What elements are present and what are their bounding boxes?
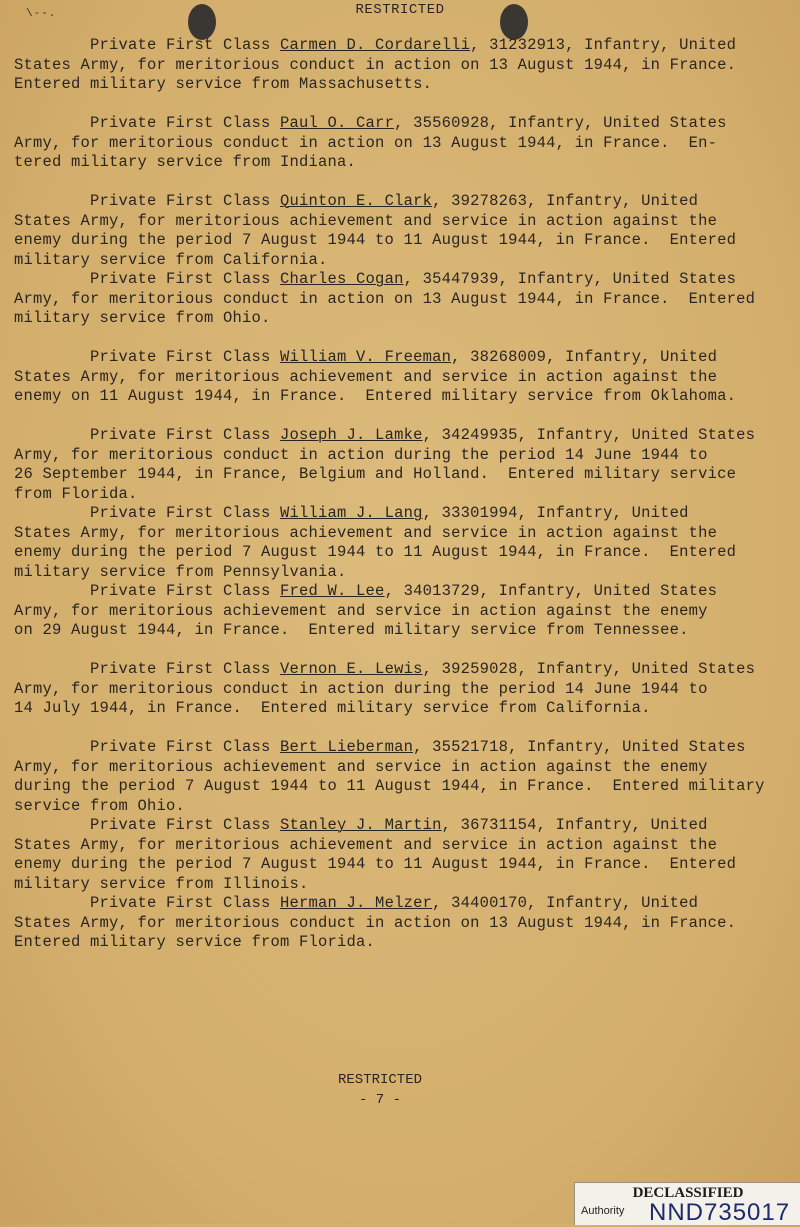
citation-entry xyxy=(14,348,786,426)
citation-line: military service from Illinois. xyxy=(14,874,309,893)
rank-prefix: Private First Class xyxy=(14,582,281,600)
citation-line: 26 September 1944, in France, Belgium and Holland. Entered military service xyxy=(14,465,737,483)
serial-and-unit: , 34249935, Infantry, United States xyxy=(422,426,756,444)
serial-and-unit: , 35447939, Infantry, United States xyxy=(403,270,737,288)
soldier-name: Charles Cogan xyxy=(280,270,404,288)
citation-entry xyxy=(14,192,786,270)
serial-and-unit: , 38268009, Infantry, United xyxy=(451,348,718,366)
serial-and-unit: , 39278263, Infantry, United xyxy=(432,192,699,210)
serial-and-unit: , 36731154, Infantry, United xyxy=(441,816,708,834)
rank-prefix: Private First Class xyxy=(14,660,281,678)
citation-line xyxy=(14,192,786,212)
serial-and-unit: , 35560928, Infantry, United States xyxy=(394,114,727,132)
declassified-stamp xyxy=(574,1182,800,1225)
citation-line: during the period 7 August 1944 to 11 August 1944, in France. Entered military xyxy=(14,777,765,795)
serial-and-unit: , 39259028, Infantry, United States xyxy=(422,660,756,678)
citation-line xyxy=(14,36,786,56)
soldier-name: Quinton E. Clark xyxy=(280,192,433,210)
citation-entry xyxy=(14,504,786,582)
citation-line: States Army, for meritorious conduct in action on 13 August 1944, in France. xyxy=(14,55,737,74)
rank-prefix: Private First Class xyxy=(14,114,281,132)
citation-line: tered military service from Indiana. xyxy=(14,153,357,171)
citation-line xyxy=(14,270,786,290)
soldier-name: Joseph J. Lamke xyxy=(280,426,423,444)
citation-line: enemy during the period 7 August 1944 to 11 August 1944, in France. Entered xyxy=(14,855,737,873)
citation-entry xyxy=(14,426,786,504)
citation-line: 14 July 1944, in France. Entered military service from California. xyxy=(14,699,651,717)
citation-line xyxy=(14,114,786,134)
citation-line: States Army, for meritorious achievement and service in action against the xyxy=(14,211,718,230)
rank-prefix: Private First Class xyxy=(14,426,281,444)
rank-prefix: Private First Class xyxy=(14,738,281,756)
serial-and-unit: , 31232913, Infantry, United xyxy=(470,36,737,54)
serial-and-unit: , 35521718, Infantry, United States xyxy=(413,738,746,756)
citation-line: Army, for meritorious conduct in action on 13 August 1944, in France. Entered xyxy=(14,289,756,308)
citation-entry xyxy=(14,660,786,738)
citation-line: military service from California. xyxy=(14,250,328,269)
rank-prefix: Private First Class xyxy=(14,270,281,288)
soldier-name: William V. Freeman xyxy=(280,348,452,366)
serial-and-unit: , 34013729, Infantry, United States xyxy=(384,582,718,600)
stamp-authority-code: NND735017 xyxy=(649,1199,791,1226)
citation-line: on 29 August 1944, in France. Entered military service from Tennessee. xyxy=(14,621,689,639)
header-restricted: RESTRICTED xyxy=(355,2,445,18)
citation-line: Entered military service from Florida. xyxy=(14,933,376,951)
citation-entry xyxy=(14,582,786,660)
citation-line: States Army, for meritorious conduct in action on 13 August 1944, in France. xyxy=(14,913,737,932)
soldier-name: Stanley J. Martin xyxy=(280,816,442,834)
soldier-name: William J. Lang xyxy=(280,504,423,522)
citation-line: Army, for meritorious conduct in action during the period 14 June 1944 to xyxy=(14,679,708,698)
citation-line: military service from Pennsylvania. xyxy=(14,562,347,581)
citation-line: States Army, for meritorious achievement and service in action against the xyxy=(14,835,718,854)
citation-entry xyxy=(14,270,786,348)
citation-line xyxy=(14,894,786,914)
citation-entry xyxy=(14,36,786,114)
footer-restricted: RESTRICTED xyxy=(337,1072,422,1088)
citation-line: enemy during the period 7 August 1944 to 11 August 1944, in France. Entered xyxy=(14,543,737,561)
soldier-name: Carmen D. Cordarelli xyxy=(280,36,471,54)
citation-entry xyxy=(14,738,786,816)
citation-line: Army, for meritorious conduct in action during the period 14 June 1944 to xyxy=(14,445,708,464)
citation-line: Entered military service from Massachusetts. xyxy=(14,75,433,93)
citation-line: Army, for meritorious achievement and service in action against the enemy xyxy=(14,757,708,776)
citation-line: enemy on 11 August 1944, in France. Entered military service from Oklahoma. xyxy=(14,387,737,405)
citation-line xyxy=(14,348,786,368)
citation-entry xyxy=(14,114,786,192)
rank-prefix: Private First Class xyxy=(14,36,281,54)
serial-and-unit: , 34400170, Infantry, United xyxy=(432,894,699,912)
citation-list xyxy=(14,36,786,972)
citation-line: Army, for meritorious conduct in action on 13 August 1944, in France. En- xyxy=(14,133,718,152)
soldier-name: Vernon E. Lewis xyxy=(280,660,423,678)
soldier-name: Fred W. Lee xyxy=(280,582,385,600)
citation-line xyxy=(14,660,786,680)
citation-line: service from Ohio. xyxy=(14,796,186,815)
stamp-title: DECLASSIFIED xyxy=(632,1185,744,1201)
citation-line xyxy=(14,816,786,836)
citation-line: enemy during the period 7 August 1944 to 11 August 1944, in France. Entered xyxy=(14,231,737,249)
soldier-name: Paul O. Carr xyxy=(280,114,395,132)
serial-and-unit: , 33301994, Infantry, United xyxy=(422,504,689,522)
citation-line xyxy=(14,426,786,446)
citation-line: States Army, for meritorious achievement and service in action against the xyxy=(14,367,718,386)
citation-line: Army, for meritorious achievement and service in action against the enemy xyxy=(14,601,708,620)
rank-prefix: Private First Class xyxy=(14,894,281,912)
soldier-name: Herman J. Melzer xyxy=(280,894,433,912)
soldier-name: Bert Lieberman xyxy=(280,738,414,756)
citation-line xyxy=(14,582,786,602)
citation-line xyxy=(14,738,786,758)
citation-line xyxy=(14,504,786,524)
citation-entry xyxy=(14,894,786,972)
page-number: - 7 - xyxy=(358,1092,401,1108)
citation-entry xyxy=(14,816,786,894)
rank-prefix: Private First Class xyxy=(14,816,281,834)
rank-prefix: Private First Class xyxy=(14,504,281,522)
stamp-authority-label: Authority xyxy=(581,1205,625,1217)
corner-mark: \--. xyxy=(26,8,57,20)
rank-prefix: Private First Class xyxy=(14,348,281,366)
citation-line: States Army, for meritorious achievement and service in action against the xyxy=(14,523,718,542)
rank-prefix: Private First Class xyxy=(14,192,281,210)
citation-line: military service from Ohio. xyxy=(14,309,271,327)
citation-line: from Florida. xyxy=(14,484,138,503)
